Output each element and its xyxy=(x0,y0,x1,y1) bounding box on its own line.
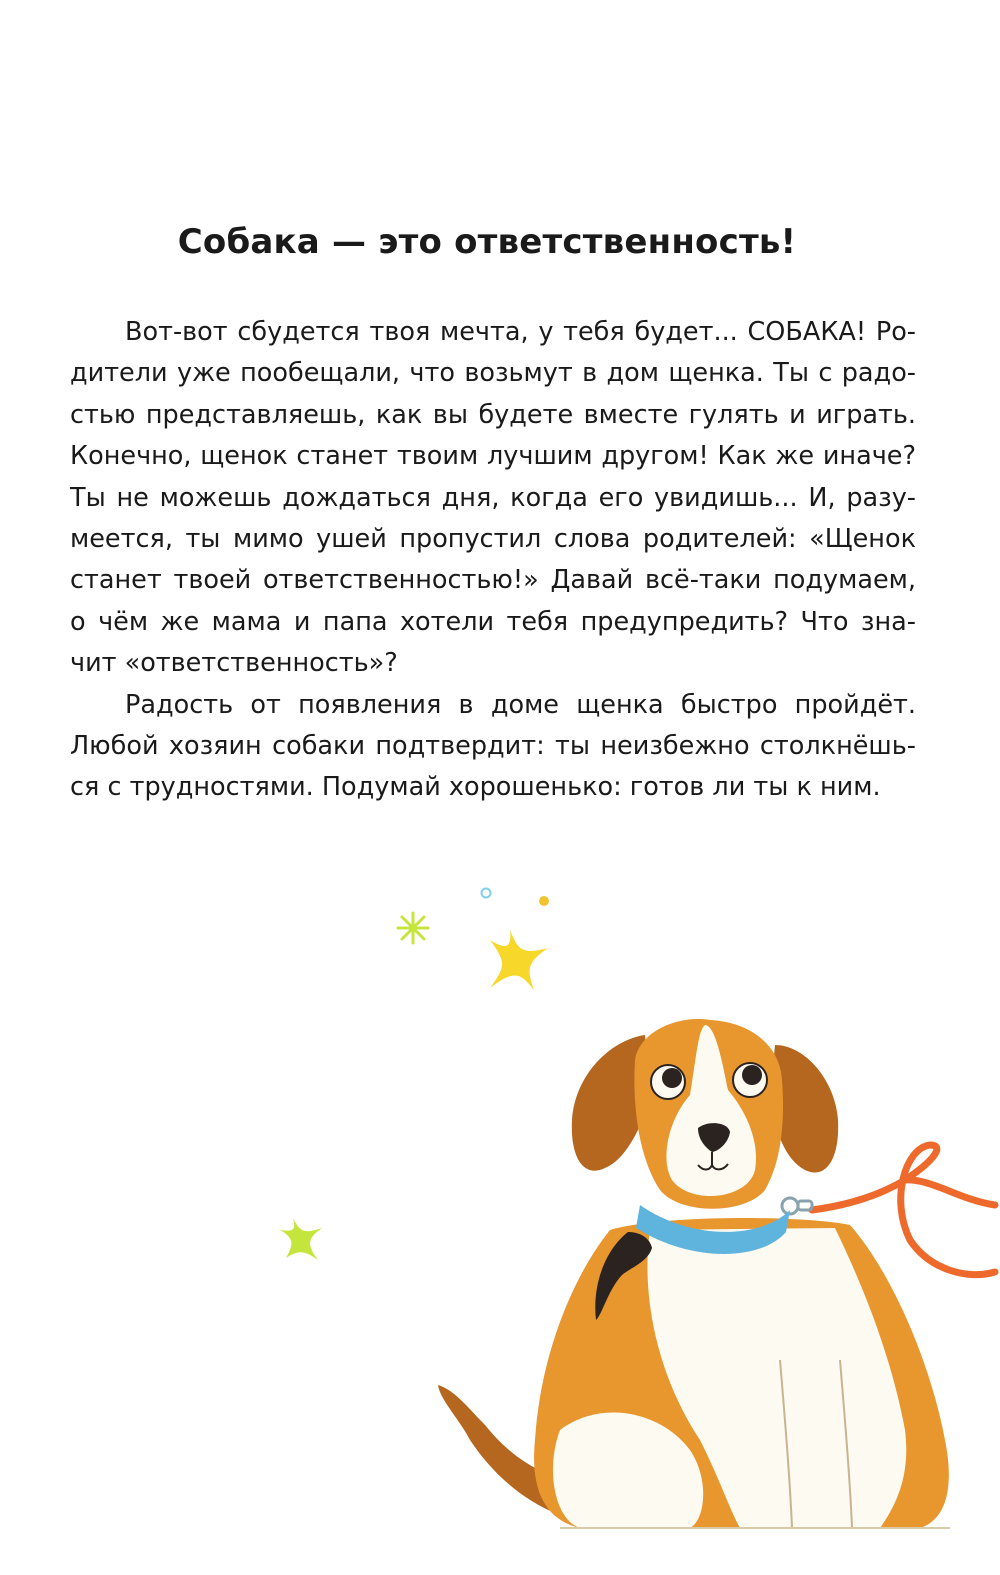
text-line: Вот-вот сбудется твоя мечта, у тебя будет... СОБАКА! Ро- xyxy=(125,317,916,347)
text-line: меется, ты мимо ушей пропустил слова родителей: «Щенок xyxy=(70,523,916,554)
text-line: станет твоей ответственностью!» Давай всё-таки подумаем, xyxy=(70,565,916,596)
leash-clip xyxy=(782,1198,812,1214)
text-line: Радость от появления в доме щенка быстро пройдёт. xyxy=(125,689,916,720)
page-title: Собака — это ответственность! xyxy=(177,222,797,262)
yellow-star-icon xyxy=(490,930,548,990)
sparkle-dot-icon xyxy=(539,896,549,906)
text-line: ся с трудностями. Подумай хорошенько: готов ли ты к ним. xyxy=(70,772,881,803)
sparkle-dot-icon xyxy=(482,889,491,898)
text-line: Ты не можешь дождаться дня, когда его увидишь... И, разу- xyxy=(70,482,916,513)
green-star-icon xyxy=(280,1218,322,1260)
text-line: Любой хозяин собаки подтвердит: ты неизбежно столкнёшь- xyxy=(70,730,916,761)
sparkle-asterisk-icon xyxy=(398,913,428,943)
text-line: стью представляешь, как вы будете вместе гулять и играть. xyxy=(70,399,916,430)
text-line: чит «ответственность»? xyxy=(70,648,398,679)
text-line: о чём же мама и папа хотели тебя предупредить? Что зна- xyxy=(70,606,916,637)
text-line: дители уже пообещали, что возьмут в дом щенка. Ты с радо- xyxy=(70,358,916,389)
text-line: Конечно, щенок станет твоим лучшим другом! Как же иначе? xyxy=(70,441,916,472)
